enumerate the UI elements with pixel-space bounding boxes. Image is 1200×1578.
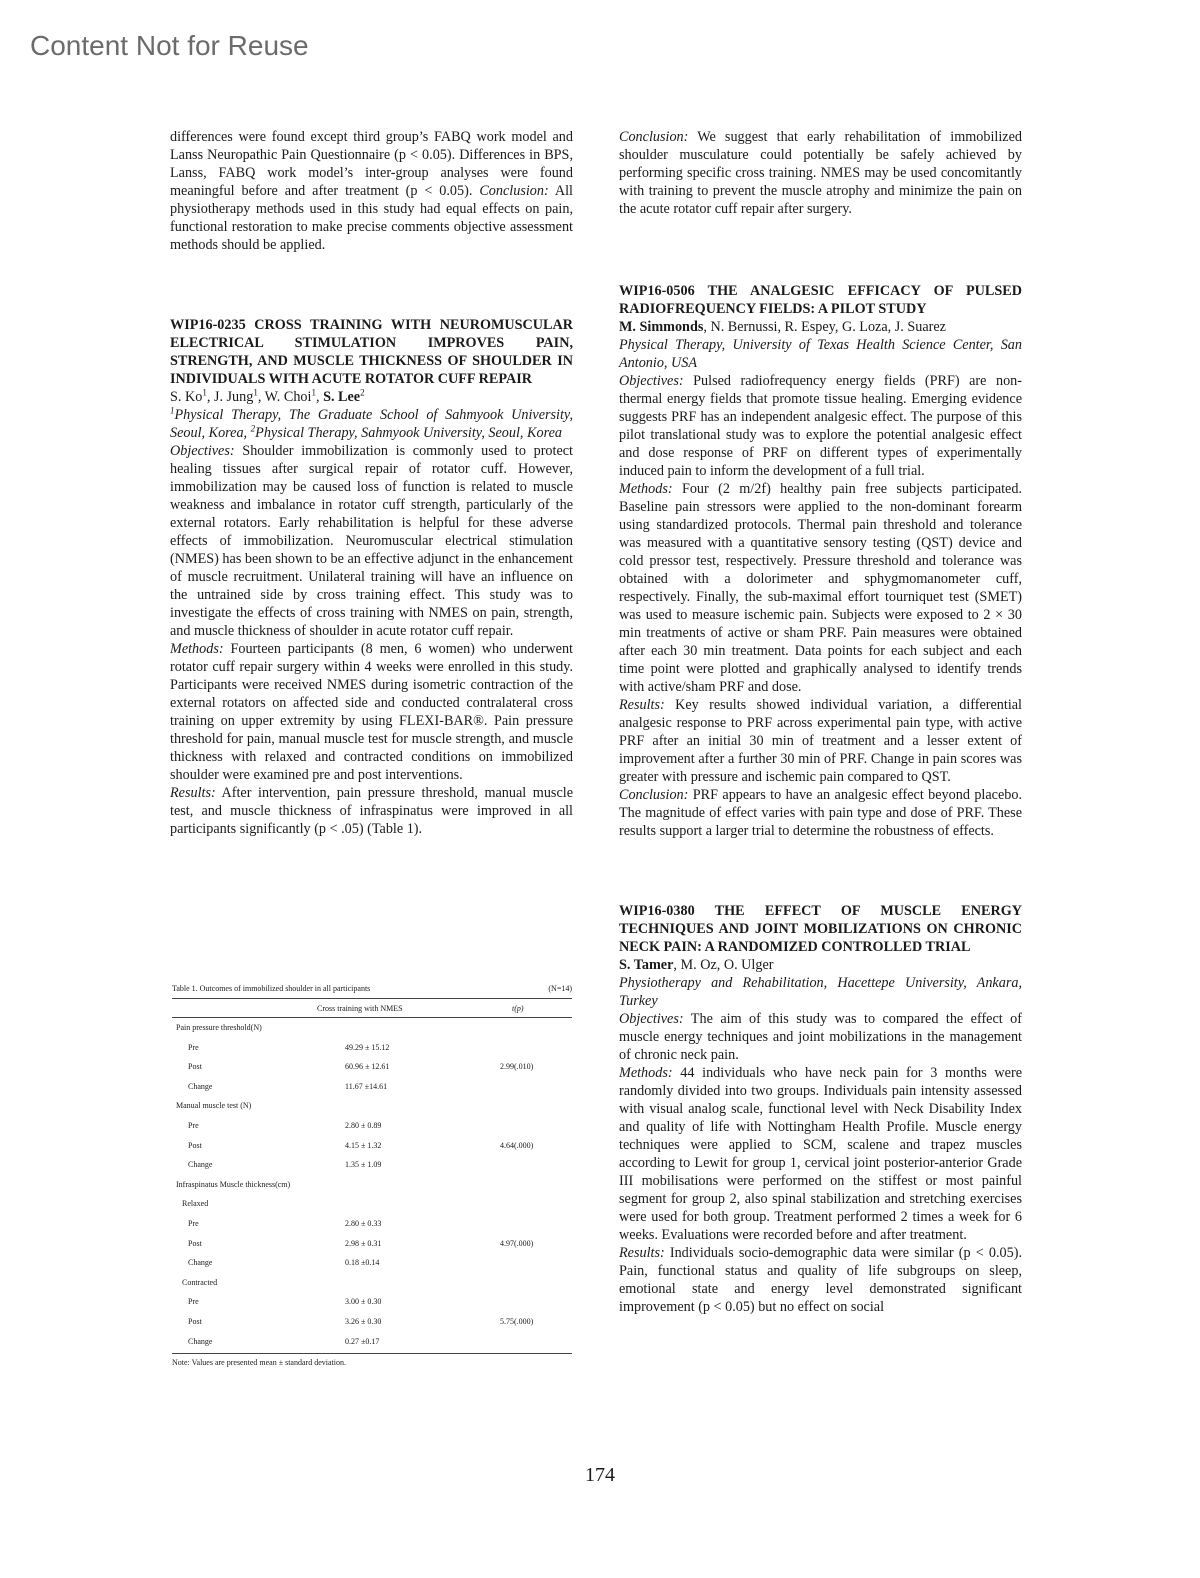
table-row [172, 1116, 572, 1136]
abstract-authors [619, 318, 1022, 336]
table-row [172, 1077, 572, 1097]
table-caption: Table 1. Outcomes of immobilized shoulder in all participants [172, 984, 371, 993]
conclusion-text: All physiotherapy methods used in this study had equal effects on pain, functional restoration to make precise comments objective assessment methods should be applied. [170, 183, 573, 253]
objectives-text: Pulsed radiofrequency energy fields (PRF) are non-thermal energy fields that promote tissue healing. Emerging evidence suggests PRF has an independent analgesic effect. The purpose of this pilot translational study was to explore the potential analgesic effect and dose response of PRF on different types of experimentally induced pain to inform the development of a full trial. [619, 373, 1022, 479]
objectives-text: The aim of this study was to compared the effect of muscle energy techniques and joint mobilizations in the management of chronic neck pain. [619, 1011, 1022, 1063]
conclusion-text: PRF appears to have an analgesic effect beyond placebo. The magnitude of effect varies with pain type and dose of PRF. These results support a larger trial to determine the robustness of effects. [619, 787, 1022, 839]
table-header-stat: t(p) [512, 1004, 524, 1013]
table-body [172, 1018, 572, 1351]
abstract-wip16-0506 [619, 282, 1022, 840]
table-row [172, 1155, 572, 1175]
table-row-label: Post [188, 1316, 202, 1326]
results-paragraph [619, 696, 1022, 786]
presenting-author: S. Tamer [619, 957, 674, 973]
table-cell-t: 4.64(.000) [500, 1140, 534, 1150]
table-row-label: Pre [188, 1297, 199, 1307]
table-row [172, 1096, 572, 1116]
table-cell-value: 0.18 ±0.14 [345, 1258, 380, 1268]
table-row [172, 1332, 572, 1352]
author-separator: , [315, 389, 324, 405]
table-row [172, 1214, 572, 1234]
objectives-label: Objectives: [170, 443, 235, 459]
affil-marker: 1 [311, 387, 316, 398]
table-row [172, 1018, 572, 1038]
abstract-affiliation [170, 406, 573, 442]
table-cell-t: 5.75(.000) [500, 1316, 534, 1326]
results-label: Results: [619, 697, 665, 713]
results-text: Key results showed individual variation, a differential analgesic response to PRF across experimental pain type, with active PRF after an initial 30 min of treatment and a lesser extent of improvement after a further 30 min of PRF. Change in pain scores was greater with pressure and ischemic pain compared to QST. [619, 697, 1022, 785]
abstract-affiliation: Physical Therapy, University of Texas Health Science Center, San Antonio, USA [619, 337, 1022, 371]
table-row-label: Change [188, 1336, 213, 1346]
results-paragraph [619, 1244, 1022, 1316]
table-note: Note: Values are presented mean ± standard deviation. [172, 1358, 346, 1368]
objectives-text: Shoulder immobilization is commonly used to protect healing tissues after surgical repair of rotator cuff. However, immobilization may be caused loss of function is related to muscle weakness and imbalance in rotator cuff strength, particularly of the external rotators. Early rehabilitation is helpful for these adverse effects of immobilization. Neuromuscular electrical stimulation (NMES) has been shown to be an effective adjunct in the enhancement of muscle recruitment. Unilateral training will have an influence on the untrained side by cross training effect. This study was to investigate the effects of cross training with NMES on pain, strength, and muscle thickness of shoulder in acute rotator cuff repair. [170, 443, 573, 639]
affil-marker: 2 [360, 387, 365, 398]
presenting-author: S. Lee [323, 389, 361, 405]
conclusion-text: We suggest that early rehabilitation of immobilized shoulder musculature could potentially be safely achieved by performing specific cross training. NMES may be used concomitantly with training to prevent the muscle atrophy and minimize the pain on the acute rotator cuff repair after surgery. [619, 129, 1022, 217]
methods-paragraph [170, 640, 573, 784]
table-cell-value: 60.96 ± 12.61 [345, 1062, 390, 1072]
author: , W. Choi [257, 389, 312, 405]
table-row [172, 1234, 572, 1254]
table-row [172, 1312, 572, 1332]
table-row-label: Post [188, 1140, 202, 1150]
continued-conclusion [619, 128, 1022, 218]
conclusion-label: Conclusion: [619, 787, 689, 803]
table-cell-value: 2.80 ± 0.33 [345, 1218, 382, 1228]
table-header-group: Cross training with NMES [317, 1004, 403, 1013]
affil-marker: 1 [202, 387, 207, 398]
table-row [172, 1175, 572, 1195]
affiliation-2: Physical Therapy, Sahmyook University, Seoul, Korea [255, 425, 562, 441]
table-row [172, 1292, 572, 1312]
table-row-label: Change [188, 1258, 213, 1268]
affil-marker: 1 [170, 405, 175, 416]
table-cell-value: 3.00 ± 0.30 [345, 1297, 382, 1307]
abstract-affiliation: Physiotherapy and Rehabilitation, Hacettepe University, Ankara, Turkey [619, 975, 1022, 1009]
table-cell-value: 1.35 ± 1.09 [345, 1160, 382, 1170]
table-header [172, 999, 572, 1018]
presenting-author: M. Simmonds [619, 319, 704, 335]
author: , J. Jung [206, 389, 254, 405]
table-row-label: Pain pressure threshold(N) [176, 1023, 262, 1032]
table-cell-value: 4.15 ± 1.32 [345, 1140, 382, 1150]
table-row [172, 1057, 572, 1077]
table-row-label: Pre [188, 1120, 199, 1130]
methods-label: Methods: [170, 641, 224, 657]
affil-marker: 2 [250, 423, 256, 434]
left-column [170, 128, 573, 838]
results-label: Results: [170, 785, 216, 801]
table-row [172, 1194, 572, 1214]
co-authors: , N. Bernussi, R. Espey, G. Loza, J. Suarez [703, 319, 946, 335]
right-column [619, 128, 1022, 1316]
co-authors: , M. Oz, O. Ulger [673, 957, 774, 973]
methods-paragraph [619, 1064, 1022, 1244]
objectives-paragraph [170, 442, 573, 640]
conclusion-label: Conclusion: [479, 183, 549, 199]
table-row-label: Change [188, 1081, 213, 1091]
continued-results: differences were found except third group’s FABQ work model and Lanss Neuropathic Pain Questionnaire (p < 0.05). Differences in BPS, Lanss, FABQ work model’s inter-group analyses were found meaningful before and after treatment (p < 0.05). [170, 129, 573, 199]
methods-text: Fourteen participants (8 men, 6 women) who underwent rotator cuff repair surgery within 4 weeks were enrolled in this study. Participants were received NMES during isometric contraction of the external rotators on affected side and conducted contralateral cross training on upper extremity by using FLEXI-BAR®. Pain pressure threshold for pain, manual muscle test for muscle strength, and muscle thickness with relaxed and contracted conditions on immobilized shoulder were examined pre and post interventions. [170, 641, 573, 783]
objectives-label: Objectives: [619, 373, 684, 389]
table-row [172, 1136, 572, 1156]
table-cell-value: 0.27 ±0.17 [345, 1336, 380, 1346]
table-row-label: Pre [188, 1042, 199, 1052]
abstract-title: WIP16-0380 THE EFFECT OF MUSCLE ENERGY TECHNIQUES AND JOINT MOBILIZATIONS ON CHRONIC NECK PAIN: A RANDOMIZED CONTROLLED TRIAL [619, 903, 1022, 955]
methods-paragraph [619, 480, 1022, 696]
affil-marker: 1 [253, 387, 258, 398]
table-row-label: Post [188, 1238, 202, 1248]
table-row [172, 1038, 572, 1058]
results-label: Results: [619, 1245, 665, 1261]
table-row-label: Post [188, 1062, 202, 1072]
table-row-label: Infraspinatus Muscle thickness(cm) [176, 1179, 291, 1189]
abstract-title: WIP16-0235 CROSS TRAINING WITH NEUROMUSCULAR ELECTRICAL STIMULATION IMPROVES PAIN, STRENGTH, AND MUSCLE THICKNESS OF SHOULDER IN INDIVIDUALS WITH ACUTE ROTATOR CUFF REPAIR [170, 317, 573, 387]
table-sample-size: (N=14) [548, 984, 572, 993]
abstract-title: WIP16-0506 THE ANALGESIC EFFICACY OF PULSED RADIOFREQUENCY FIELDS: A PILOT STUDY [619, 283, 1022, 317]
objectives-label: Objectives: [619, 1011, 684, 1027]
continued-abstract-text [170, 128, 573, 254]
table-row-label: Manual muscle test (N) [176, 1101, 252, 1111]
table-cell-value: 49.29 ± 15.12 [345, 1042, 390, 1052]
table-cell-t: 4.97(.000) [500, 1238, 534, 1248]
abstract-wip16-0235 [170, 316, 573, 838]
objectives-paragraph [619, 1010, 1022, 1064]
abstract-wip16-0380 [619, 902, 1022, 1316]
methods-text: 44 individuals who have neck pain for 3 months were randomly divided into two groups. Individuals pain intensity assessed with visual analog scale, functional level with Neck Disability Index and quality of life with Nottingham Health Profile. Muscle energy techniques were applied to SCM, scalene and trapez muscles according to Lewit for group 1, cervical joint posterior-anterior Grade III mobilisations were performed on the stiffest or most painful segment for group 2, also spinal stabilization and stretching exercises were used for both group. Treatment performed 2 times a week for 6 weeks. Evaluations were recorded before and after treatment. [619, 1065, 1022, 1243]
table-row [172, 1273, 572, 1293]
methods-label: Methods: [619, 1065, 673, 1081]
objectives-paragraph [619, 372, 1022, 480]
conclusion-label: Conclusion: [619, 129, 689, 145]
outcomes-table [172, 984, 572, 1368]
conclusion-paragraph [619, 786, 1022, 840]
table-row-label: Relaxed [182, 1199, 209, 1209]
results-text: After intervention, pain pressure threshold, manual muscle test, and muscle thickness of infraspinatus were improved in all participants significantly (p < .05) (Table 1). [170, 785, 573, 837]
watermark: Content Not for Reuse [30, 30, 309, 61]
methods-text: Four (2 m/2f) healthy pain free subjects participated. Baseline pain stressors were applied to the non-dominant forearm using standardized protocols. Thermal pain threshold and tolerance was measured with a quantitative sensory testing (QST) device and cold pressor test, respectively. Pressure threshold and tolerance was obtained with a dolorimeter and sphygmomanometer cuff, respectively. Finally, the sub-maximal effort tourniquet test (SMET) was used to measure ischemic pain. Subjects were exposed to 2 × 30 min treatments of active or sham PRF. Pain measures were obtained after each 30 min treatment. Data points for each subject and each time point were plotted and graphically analysed to identify trends with active/sham PRF and dose. [619, 481, 1022, 695]
abstract-authors [619, 956, 1022, 974]
table-row-label: Pre [188, 1218, 199, 1228]
page-number: 174 [585, 1464, 615, 1486]
methods-label: Methods: [619, 481, 673, 497]
results-paragraph [170, 784, 573, 838]
table-row [172, 1253, 572, 1273]
table-cell-value: 2.80 ± 0.89 [345, 1120, 382, 1130]
results-text: Individuals socio-demographic data were similar (p < 0.05). Pain, functional status and quality of life subgroups on sleep, emotional state and energy level demonstrated significant improvement (p < 0.05) but no effect on social [619, 1245, 1022, 1315]
author: S. Ko [170, 389, 203, 405]
table-cell-t: 2.99(.010) [500, 1062, 534, 1072]
table-cell-value: 2.98 ± 0.31 [345, 1238, 382, 1248]
table-row-label: Change [188, 1160, 213, 1170]
table-cell-value: 11.67 ±14.61 [345, 1081, 388, 1091]
affiliation-1: Physical Therapy, The Graduate School of Sahmyook University, Seoul, Korea, [170, 407, 573, 441]
abstract-authors [170, 388, 573, 406]
table-row-label: Contracted [182, 1277, 218, 1287]
table-cell-value: 3.26 ± 0.30 [345, 1316, 382, 1326]
